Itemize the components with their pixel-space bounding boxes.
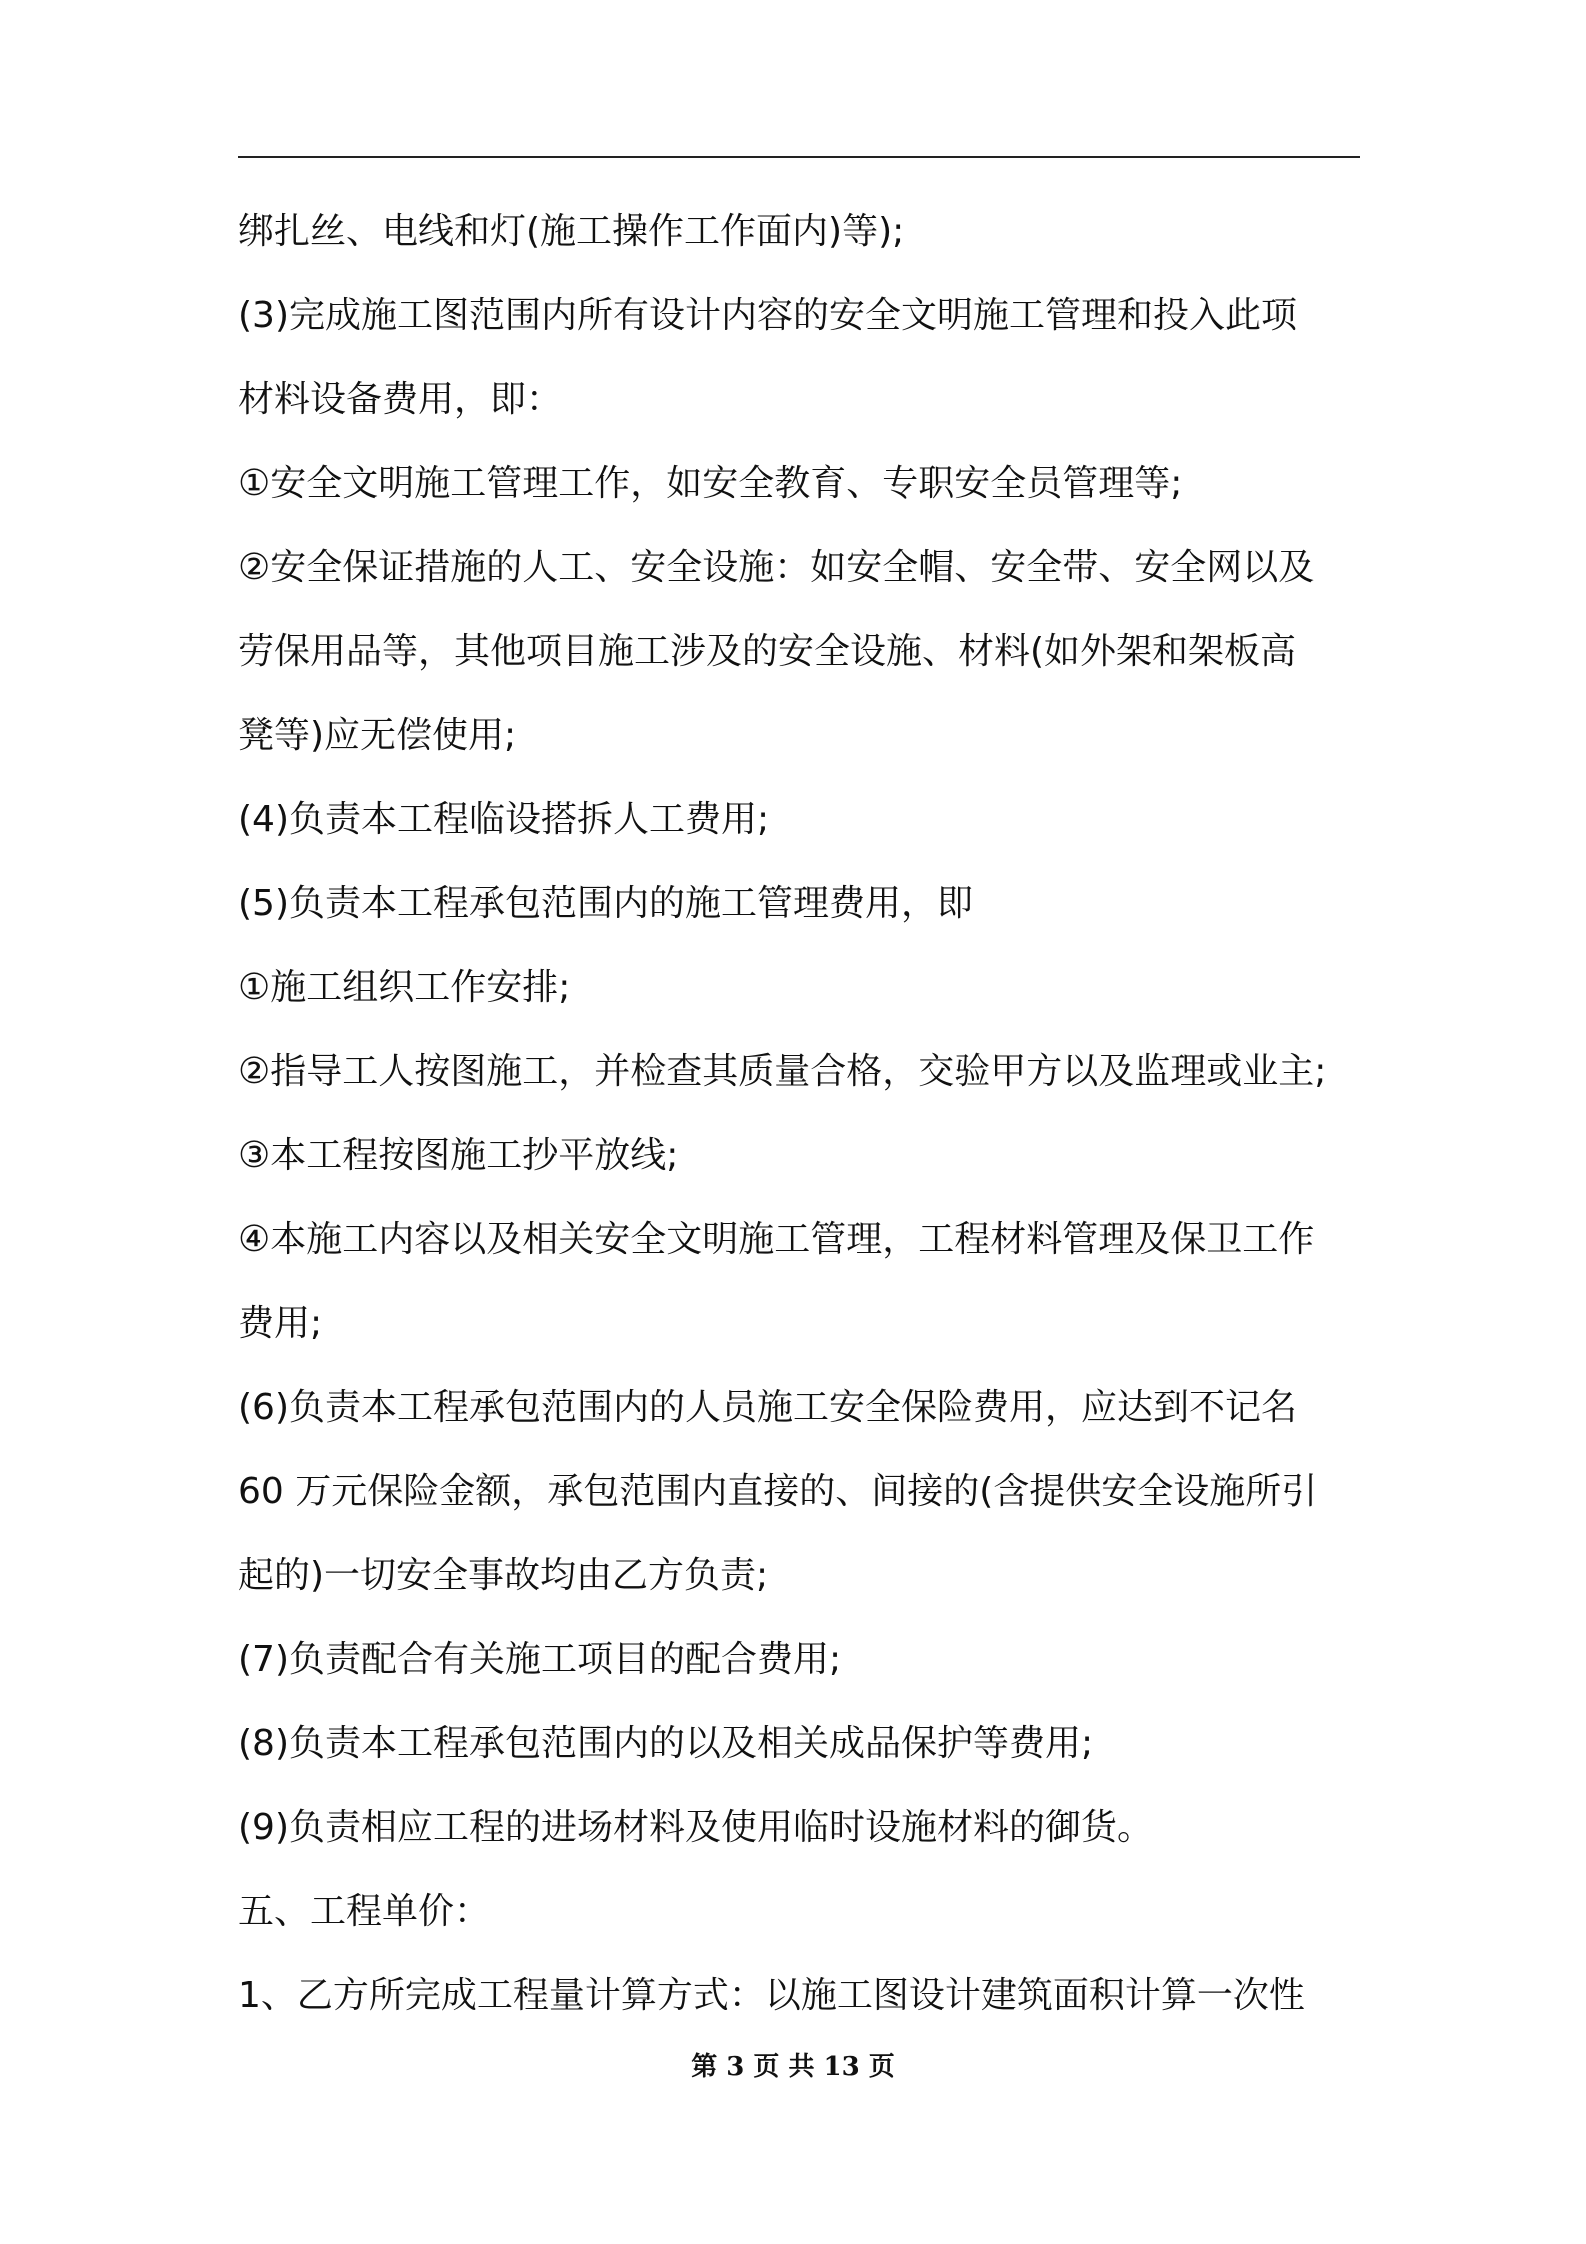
text-line: 费用; [238,1303,323,1344]
text-line: ②安全保证措施的人工、安全设施：如安全帽、安全带、安全网以及 [238,547,1315,588]
header-rule [238,156,1360,158]
document-body [238,190,1368,2038]
text-line: ①安全文明施工管理工作，如安全教育、专职安全员管理等; [238,463,1183,504]
text-line: (3)完成施工图范围内所有设计内容的安全文明施工管理和投入此项 [238,295,1297,336]
text-line: ②指导工人按图施工，并检查其质量合格，交验甲方以及监理或业主; [238,1051,1327,1092]
text-line: 绑扎丝、电线和灯(施工操作工作面内)等); [238,211,905,252]
text-line: (4)负责本工程临设搭拆人工费用; [238,799,770,840]
text-line: (5)负责本工程承包范围内的施工管理费用，即 [238,883,973,924]
text-line: ④本施工内容以及相关安全文明施工管理，工程材料管理及保卫工作 [238,1219,1315,1260]
text-line: 60 万元保险金额，承包范围内直接的、间接的(含提供安全设施所引 [238,1471,1318,1512]
text-line: (8)负责本工程承包范围内的以及相关成品保护等费用; [238,1723,1094,1764]
text-line: (9)负责相应工程的进场材料及使用临时设施材料的御货。 [238,1807,1153,1848]
text-line: ③本工程按图施工抄平放线; [238,1135,679,1176]
text-line: 劳保用品等，其他项目施工涉及的安全设施、材料(如外架和架板高 [238,631,1297,672]
text-line: 起的)一切安全事故均由乙方负责; [238,1555,769,1596]
text-line: ①施工组织工作安排; [238,967,571,1008]
text-line: 1、乙方所完成工程量计算方式：以施工图设计建筑面积计算一次性 [238,1975,1305,2016]
text-line: 材料设备费用，即： [238,379,563,420]
text-line: (7)负责配合有关施工项目的配合费用; [238,1639,842,1680]
page-number-footer: 第 3 页 共 13 页 [691,2052,895,2082]
text-line: 凳等)应无偿使用; [238,715,517,756]
section-heading: 五、工程单价： [238,1891,491,1932]
text-line: (6)负责本工程承包范围内的人员施工安全保险费用，应达到不记名 [238,1387,1297,1428]
